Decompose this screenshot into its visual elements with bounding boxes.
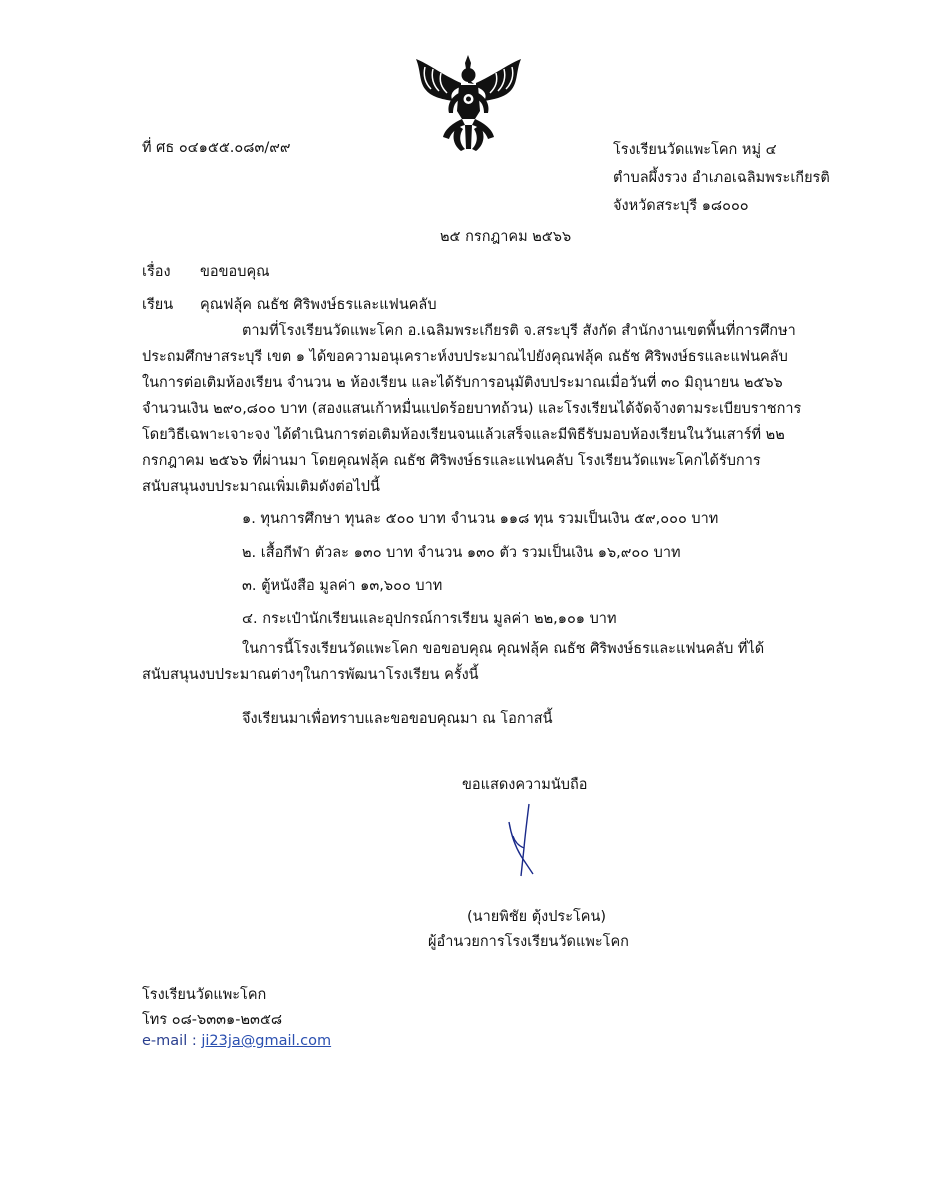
footer-phone: โทร ๐๘-๖๓๓๑-๒๓๕๘ xyxy=(142,1012,283,1028)
thanks-paragraph xyxy=(142,636,792,688)
body-line: ในการต่อเติมห้องเรียน จำนวน ๒ ห้องเรียน และได้รับการอนุมัติงบประมาณเมื่อวันที่ ๓๐ มิถุนายน ๒๕๖๖ xyxy=(142,375,783,391)
list-item: ๓. ตู้หนังสือ มูลค่า ๑๓,๖๐๐ บาท xyxy=(242,578,443,594)
body-line: โดยวิธีเฉพาะเจาะจง ได้ดำเนินการต่อเติมห้องเรียนจนแล้วเสร็จและมีพิธีรับมอบห้องเรียนในวันเสาร์ที่ ๒๒ xyxy=(142,427,785,443)
address-line-3: จังหวัดสระบุรี ๑๘๐๐๐ xyxy=(613,198,749,214)
reference-number: ที่ ศธ ๐๔๑๕๕.๐๘๓/๙๙ xyxy=(142,140,291,156)
regards-text: ขอแสดงความนับถือ xyxy=(462,777,588,793)
thanks-line: ในการนี้โรงเรียนวัดแพะโคก ขอขอบคุณ คุณฟลุ้ค ณธัช ศิริพงษ์ธรและแฟนคลับ ที่ได้ xyxy=(242,641,765,657)
letter-date: ๒๕ กรกฎาคม ๒๕๖๖ xyxy=(440,229,572,245)
footer-email xyxy=(142,1033,331,1049)
garuda-emblem-icon xyxy=(413,53,524,153)
list-item: ๔. กระเป๋านักเรียนและอุปกรณ์การเรียน มูลค่า ๒๒,๑๐๑ บาท xyxy=(242,611,617,627)
sender-address xyxy=(613,136,830,220)
list-item: ๒. เสื้อกีฬา ตัวละ ๑๓๐ บาท จำนวน ๑๓๐ ตัว รวมเป็นเงิน ๑๖,๙๐๐ บาท xyxy=(242,545,681,561)
body-line: สนับสนุนงบประมาณเพิ่มเติมดังต่อไปนี้ xyxy=(142,479,380,495)
recipient-label: เรียน xyxy=(142,297,174,313)
list-item: ๑. ทุนการศึกษา ทุนละ ๕๐๐ บาท จำนวน ๑๑๘ ทุน รวมเป็นเงิน ๕๙,๐๐๐ บาท xyxy=(242,511,719,527)
email-label: e-mail : xyxy=(142,1033,202,1049)
closing-line: จึงเรียนมาเพื่อทราบและขอขอบคุณมา ณ โอกาสนี้ xyxy=(242,711,553,727)
address-line-1: โรงเรียนวัดแพะโคก หมู่ ๔ xyxy=(613,142,777,158)
recipient-text: คุณฟลุ้ค ณธัช ศิริพงษ์ธรและแฟนคลับ xyxy=(200,297,437,313)
address-line-2: ตำบลผึ้งรวง อำเภอเฉลิมพระเกียรติ xyxy=(613,170,830,186)
body-line: กรกฎาคม ๒๕๖๖ ที่ผ่านมา โดยคุณฟลุ้ค ณธัช ศิริพงษ์ธรและแฟนคลับ โรงเรียนวัดแพะโคกได้รับการ xyxy=(142,453,761,469)
body-line: ตามที่โรงเรียนวัดแพะโคก อ.เฉลิมพระเกียรติ จ.สระบุรี สังกัด สำนักงานเขตพื้นที่การศึกษา xyxy=(242,323,796,339)
thanks-line: สนับสนุนงบประมาณต่างๆในการพัฒนาโรงเรียน ครั้งนี้ xyxy=(142,667,479,683)
signer-position: ผู้อำนวยการโรงเรียนวัดแพะโคก xyxy=(428,934,629,950)
body-line: ประถมศึกษาสระบุรี เขต ๑ ได้ขอความอนุเคราะห์งบประมาณไปยังคุณฟลุ้ค ณธัช ศิริพงษ์ธรและแฟนคลับ xyxy=(142,349,788,365)
body-paragraph xyxy=(142,318,802,500)
email-link[interactable]: ji23ja@gmail.com xyxy=(201,1033,332,1049)
footer-school: โรงเรียนวัดแพะโคก xyxy=(142,987,267,1003)
body-line: จำนวนเงิน ๒๙๐,๘๐๐ บาท (สองแสนเก้าหมื่นแปดร้อยบาทถ้วน) และโรงเรียนได้จัดจ้างตามระเบียบราชการ xyxy=(142,401,802,417)
subject-text: ขอขอบคุณ xyxy=(200,264,270,280)
subject-label: เรื่อง xyxy=(142,264,171,280)
signer-name: (นายพิชัย ตุ้งประโคน) xyxy=(467,909,607,925)
handwritten-signature xyxy=(495,800,555,885)
